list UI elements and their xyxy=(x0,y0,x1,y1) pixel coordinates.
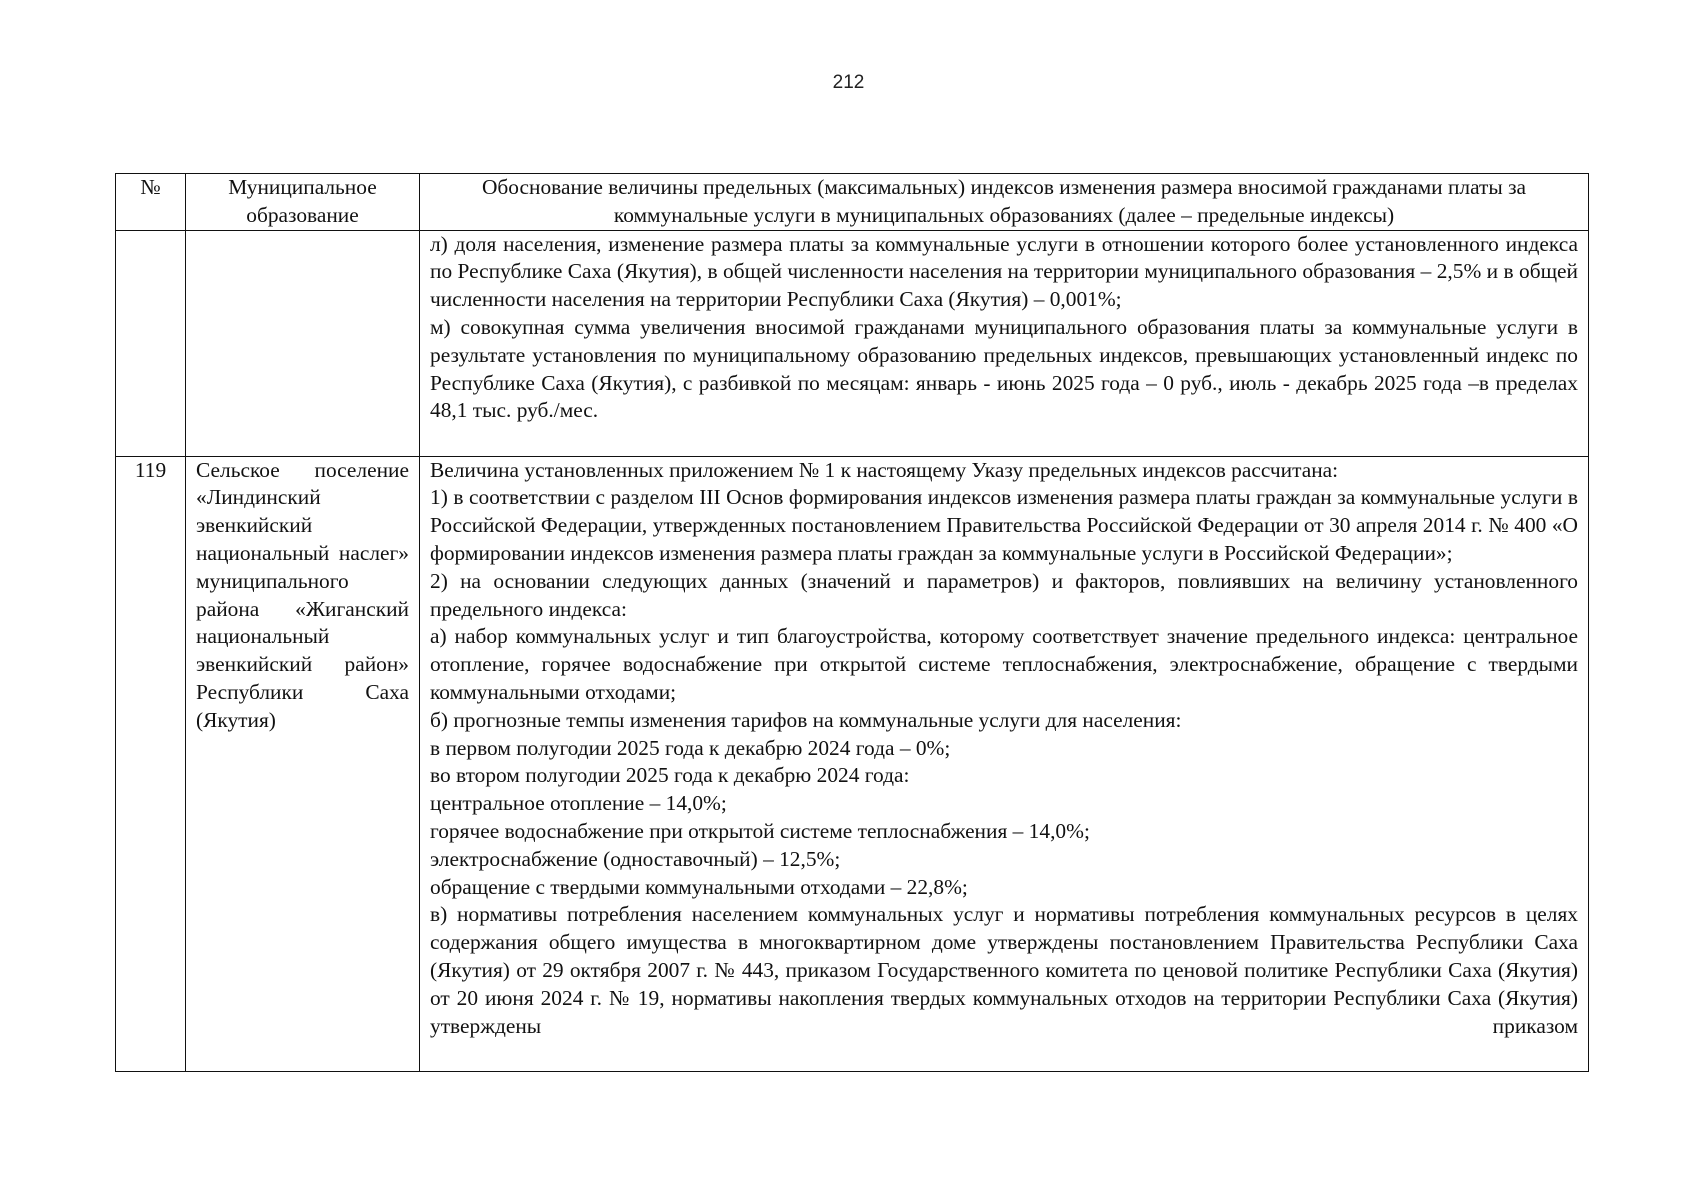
paragraph-a: а) набор коммунальных услуг и тип благоустройства, которому соответствует значение предельного индекса: центральное отопление, горячее водоснабжение при открытой системе теплоснабжения, электроснабжение, обращение с твердыми коммунальными отходами; xyxy=(430,624,1578,704)
municipality-cell: Сельское поселение «Линдинский эвенкийский национальный наслег» муниципального района «Жиганский национальный эвенкийский район» Республики Саха (Якутия) xyxy=(186,456,420,1071)
paragraph-hot-water: горячее водоснабжение при открытой системе теплоснабжения – 14,0%; xyxy=(430,818,1090,843)
justification-cell xyxy=(420,230,1589,456)
paragraph-1: 1) в соответствии с разделом III Основ формирования индексов изменения размера платы граждан за коммунальные услуги в Российской Федерации, утвержденных постановлением Правительства Российской Федерации от 30 апреля 2014 г. № 400 «О формировании индексов изменения размера платы граждан за коммунальные услуги в Российской Федерации»; xyxy=(430,485,1578,565)
paragraph-b: б) прогнозные темпы изменения тарифов на коммунальные услуги для населения: xyxy=(430,707,1182,732)
row-number-cell: 119 xyxy=(116,456,186,1071)
header-municipality: Муниципальное образование xyxy=(186,174,420,231)
paragraph-intro: Величина установленных приложением № 1 к настоящему Указу предельных индексов рассчитана: xyxy=(430,457,1339,482)
header-justification: Обоснование величины предельных (максимальных) индексов изменения размера вносимой гражданами платы за коммунальные услуги в муниципальных образованиях (далее – предельные индексы) xyxy=(420,174,1589,231)
paragraph-b-first-half: в первом полугодии 2025 года к декабрю 2024 года – 0%; xyxy=(430,735,951,760)
table-row-119 xyxy=(116,456,1589,1071)
page-number: 212 xyxy=(832,72,865,93)
municipality-cell xyxy=(186,230,420,456)
row-number-cell xyxy=(116,230,186,456)
table-row-continuation xyxy=(116,230,1589,456)
paragraph-m: м) совокупная сумма увеличения вносимой гражданами муниципального образования платы за коммунальные услуги в результате установления по муниципальному образованию предельных индексов, превышающих установленный индекс по Республике Саха (Якутия), с разбивкой по месяцам: январь - июнь 2025 года – 0 руб., июль - декабрь 2025 года –в пределах 48,1 тыс. руб./мес. xyxy=(430,314,1578,423)
paragraph-2: 2) на основании следующих данных (значений и параметров) и факторов, повлиявших на величину установленного предельного индекса: xyxy=(430,568,1578,621)
paragraph-b-second-half: во втором полугодии 2025 года к декабрю 2024 года: xyxy=(430,763,910,788)
paragraph-v: в) нормативы потребления населением коммунальных услуг и нормативы потребления коммунальных ресурсов в целях содержания общего имущества в многоквартирном доме утверждены постановлением Правительства Республики Саха (Якутия) от 29 октября 2007 г. № 443, приказом Государственного комитета по ценовой политике Республики Саха (Якутия) от 20 июня 2024 г. № 19, нормативы накопления твердых коммунальных отходов на территории Республики Саха (Якутия) утверждены приказом xyxy=(430,902,1578,1038)
paragraph-electricity: электроснабжение (одноставочный) – 12,5%; xyxy=(430,846,841,871)
paragraph-waste: обращение с твердыми коммунальными отходами – 22,8%; xyxy=(430,874,968,899)
paragraph-l: л) доля населения, изменение размера платы за коммунальные услуги в отношении которого более установленного индекса по Республике Саха (Якутия), в общей численности населения на территории муниципального образования – 2,5% и в общей численности населения на территории Республики Саха (Якутия) – 0,001%; xyxy=(430,231,1578,312)
justification-cell xyxy=(420,456,1589,1071)
paragraph-heating: центральное отопление – 14,0%; xyxy=(430,791,727,816)
justification-table xyxy=(115,173,1589,1072)
table-header-row xyxy=(116,174,1589,231)
header-num: № xyxy=(116,174,186,231)
